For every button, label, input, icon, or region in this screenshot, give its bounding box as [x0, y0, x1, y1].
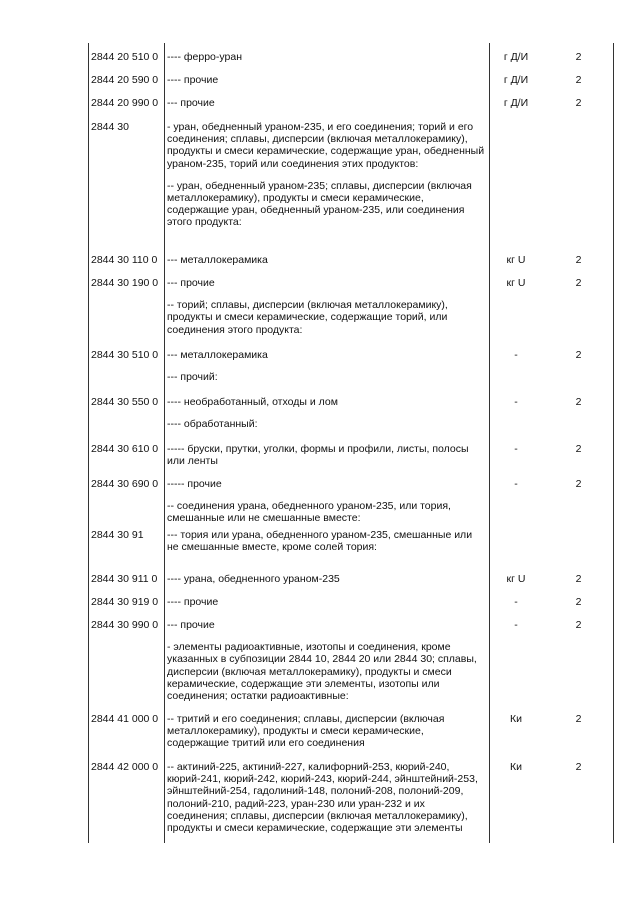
- row-unit: Ки: [510, 761, 522, 773]
- row-rate: 2: [575, 349, 582, 361]
- row-rate: 2: [575, 277, 582, 289]
- row-code: 2844 30 510 0: [91, 349, 159, 361]
- row-code: 2844 30 610 0: [91, 443, 159, 455]
- row-code: 2844 30 110 0: [91, 254, 158, 266]
- row-unit: -: [514, 619, 518, 631]
- row-description: [167, 254, 485, 266]
- row-rate: 2: [575, 396, 582, 408]
- row-rate: 2: [575, 478, 582, 490]
- row-unit: -: [514, 349, 518, 361]
- row-unit: г Д/И: [503, 74, 529, 86]
- row-code: 2844 30 911 0: [91, 573, 158, 585]
- row-rate: 2: [575, 443, 582, 455]
- description-paragraph: --- тория или урана, обедненного ураном-235, смешанные или не смешанные вместе, кроме солей тория:: [167, 529, 473, 554]
- description-paragraph: -- актиний-225, актиний-227, калифорний-253, кюрий-240, кюрий-241, кюрий-242, кюрий-243, кюрий-244, эйнштейний-253, эйнштейний-254, гадолиний-148, полоний-208, полоний-209, полоний-210, радий-223, уран-230 или уран-232 и их соединения; сплавы, дисперсии (включая металлокерамику), продукты и смеси керамические, содержащие эти элементы: [167, 761, 478, 835]
- row-unit: -: [514, 443, 518, 455]
- row-unit: кг U: [506, 573, 526, 585]
- row-code: 2844 20 990 0: [91, 97, 159, 109]
- column-divider: [489, 43, 490, 843]
- row-code: 2844 42 000 0: [91, 761, 159, 773]
- row-code: 2844 30 919 0: [91, 596, 159, 608]
- description-paragraph: - элементы радиоактивные, изотопы и соединения, кроме указанных в субпозиции 2844 10, 2844 20 или 2844 30; сплавы, дисперсии (включая металлокерамику), продукты и смеси керамические, содержащие эти элементы, изотопы или соединения; остатки радиоактивные:: [167, 641, 477, 703]
- row-rate: 2: [575, 713, 582, 725]
- row-description: [167, 121, 485, 229]
- description-paragraph: --- прочие: [167, 277, 215, 289]
- tariff-table: [88, 43, 614, 843]
- description-paragraph: ---- обработанный:: [167, 418, 258, 431]
- description-paragraph: - уран, обедненный ураном-235, и его соединения; торий и его соединения; сплавы, дисперсии (включая металлокерамику), продукты и смеси керамические, содержащие уран, обедненный ураном-235, торий или соединения этих продуктов:: [167, 121, 485, 170]
- description-paragraph: ---- прочие: [167, 596, 219, 608]
- description-paragraph: ---- прочие: [167, 74, 219, 86]
- row-rate: 2: [575, 573, 582, 585]
- description-paragraph: --- металлокерамика: [167, 349, 268, 361]
- table-border-left: [88, 43, 89, 843]
- row-unit: кг U: [506, 254, 526, 266]
- description-paragraph: ---- необработанный, отходы и лом: [167, 396, 338, 408]
- row-unit: кг U: [506, 277, 526, 289]
- row-description: [167, 277, 485, 336]
- row-unit: -: [514, 396, 518, 408]
- row-rate: 2: [575, 761, 582, 773]
- row-description: [167, 596, 485, 608]
- description-paragraph: ---- ферро-уран: [167, 51, 243, 63]
- row-rate: 2: [575, 254, 582, 266]
- row-unit: Ки: [510, 713, 522, 725]
- row-code: 2844 41 000 0: [91, 713, 159, 725]
- description-paragraph: --- прочие: [167, 97, 215, 109]
- description-paragraph: --- металлокерамика: [167, 254, 268, 266]
- row-unit: г Д/И: [503, 97, 529, 109]
- description-paragraph: -- соединения урана, обедненного ураном-235, или тория, смешанные или не смешанные вместе:: [167, 500, 451, 525]
- row-rate: 2: [575, 74, 582, 86]
- row-unit: -: [514, 596, 518, 608]
- row-code: 2844 30 190 0: [91, 277, 159, 289]
- row-description: [167, 529, 485, 553]
- row-code: 2844 30 990 0: [91, 619, 159, 631]
- description-paragraph: -- уран, обедненный ураном-235; сплавы, дисперсии (включая металлокерамику), продукты и смеси керамические, содержащие уран, обедненный ураном-235, или соединения этого продукта:: [167, 179, 472, 229]
- row-description: [167, 573, 485, 585]
- row-rate: 2: [575, 97, 582, 109]
- row-description: [167, 713, 485, 750]
- row-code: 2844 30: [91, 121, 129, 133]
- row-description: [167, 97, 485, 109]
- row-code: 2844 30 550 0: [91, 396, 159, 408]
- row-unit: -: [514, 478, 518, 490]
- row-code: 2844 30 91: [91, 529, 144, 541]
- row-description: [167, 74, 485, 86]
- description-paragraph: ----- бруски, прутки, уголки, формы и профили, листы, полосы или ленты: [167, 443, 469, 468]
- row-description: [167, 349, 485, 383]
- row-code: 2844 20 590 0: [91, 74, 159, 86]
- description-paragraph: -- торий; сплавы, дисперсии (включая металлокерамику), продукты и смеси керамические, содержащие торий, или соединения этого продукта:: [167, 299, 448, 336]
- row-code: 2844 30 690 0: [91, 478, 159, 490]
- description-paragraph: --- прочие: [167, 619, 215, 631]
- description-paragraph: ---- урана, обедненного ураном-235: [167, 573, 340, 585]
- row-rate: 2: [575, 619, 582, 631]
- row-description: [167, 761, 485, 834]
- row-description: [167, 619, 485, 702]
- row-rate: 2: [575, 51, 582, 63]
- description-paragraph: --- прочий:: [167, 371, 218, 384]
- row-description: [167, 51, 485, 63]
- description-paragraph: -- тритий и его соединения; сплавы, дисперсии (включая металлокерамику), продукты и смеси керамические, содержащие тритий или его соединения: [167, 713, 445, 750]
- row-description: [167, 396, 485, 430]
- row-description: [167, 443, 485, 467]
- row-code: 2844 20 510 0: [91, 51, 159, 63]
- description-paragraph: ----- прочие: [167, 478, 222, 490]
- row-unit: г Д/И: [503, 51, 529, 63]
- row-description: [167, 478, 485, 525]
- row-rate: 2: [575, 596, 582, 608]
